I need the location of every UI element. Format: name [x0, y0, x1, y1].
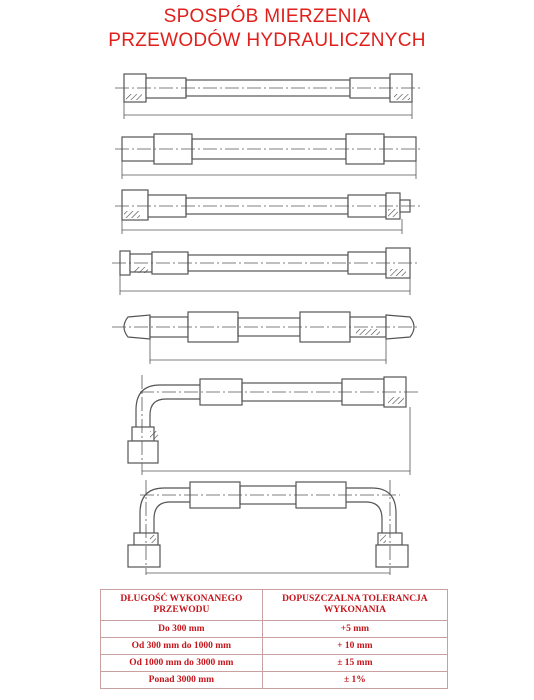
tolerance-cell: ± 1%	[262, 672, 447, 689]
tolerance-table	[100, 589, 448, 689]
length-cell: Ponad 3000 mm	[101, 672, 263, 689]
hose-measurement-drawings	[0, 55, 534, 585]
table-row	[101, 655, 448, 672]
hose-straight-tube-tube	[115, 134, 420, 179]
table-header-row	[101, 590, 448, 621]
table-row	[101, 638, 448, 655]
page-title-line2: PRZEWODÓW HYDRAULICZNYCH	[108, 30, 426, 51]
hose-straight-banjo-banjo	[112, 312, 420, 364]
length-cell: Do 300 mm	[101, 621, 263, 638]
hose-straight-male-nut	[112, 248, 420, 295]
tolerance-cell: + 10 mm	[262, 638, 447, 655]
hose-straight-nut-male	[115, 190, 420, 234]
header-tolerance: DOPUSZCZALNA TOLERANCJA WYKONANIA	[262, 590, 447, 621]
hose-straight-nut-nut	[115, 74, 420, 119]
hose-elbow-elbow	[128, 480, 408, 575]
table-row	[101, 621, 448, 638]
page-title-line1: SPOSPÓB MIERZENIA	[163, 6, 371, 27]
hose-elbow-nut	[128, 375, 420, 475]
length-cell: Od 1000 mm do 3000 mm	[101, 655, 263, 672]
tolerance-cell: +5 mm	[262, 621, 447, 638]
table-row	[101, 672, 448, 689]
tolerance-cell: ± 15 mm	[262, 655, 447, 672]
length-cell: Od 300 mm do 1000 mm	[101, 638, 263, 655]
header-length: DŁUGOŚĆ WYKONANEGO PRZEWODU	[101, 590, 263, 621]
